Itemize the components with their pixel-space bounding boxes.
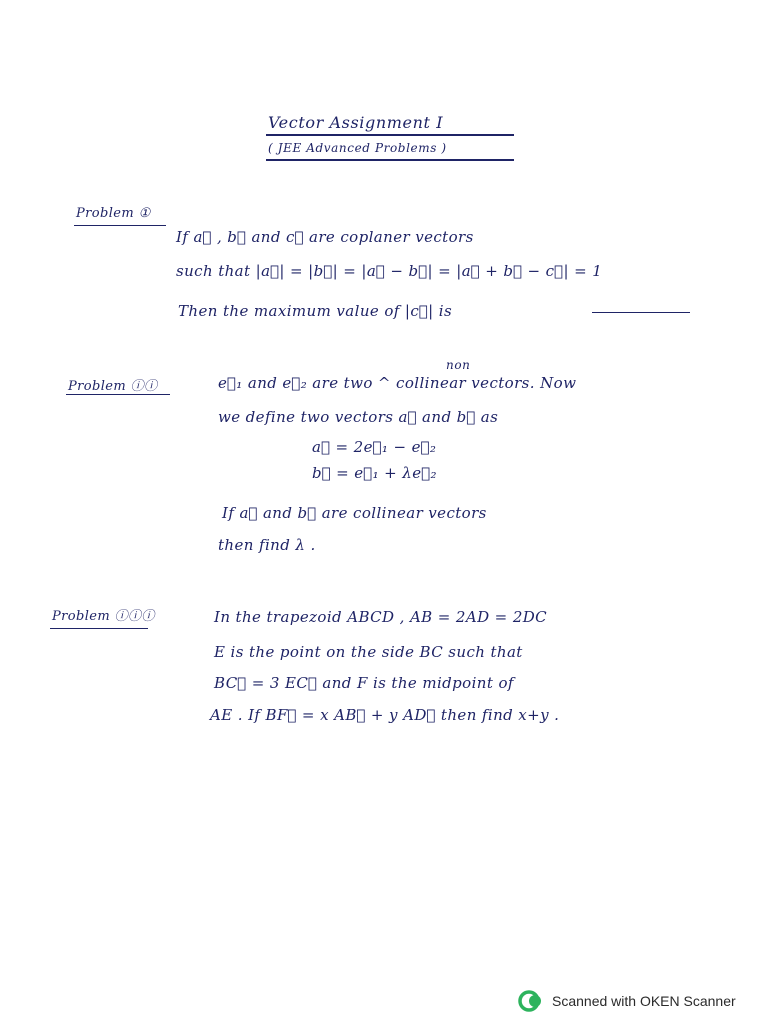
problem-2-line-3: a⃗ = 2e⃗₁ − e⃗₂	[312, 438, 437, 456]
scanner-watermark	[518, 990, 736, 1012]
problem-1-line-1: If a⃗ , b⃗ and c⃗ are coplaner vectors	[176, 228, 474, 246]
problem-2-label: Problem ⓘⓘ	[68, 379, 158, 394]
problem-3-underline	[50, 628, 148, 629]
problem-3-line-2: E is the point on the side BC such that	[214, 643, 523, 661]
answer-blank	[592, 312, 690, 313]
problem-1-line-2: such that |a⃗| = |b⃗| = |a⃗ − b⃗| = |a⃗ + b⃗ − c⃗| = 1	[176, 262, 603, 280]
scanner-logo-icon	[518, 990, 544, 1012]
problem-2-line-2: we define two vectors a⃗ and b⃗ as	[218, 408, 499, 426]
scanner-watermark-text: Scanned with OKEN Scanner	[552, 993, 736, 1009]
problem-2-line-1: e⃗₁ and e⃗₂ are two ^ collinear vectors. Now	[218, 374, 577, 392]
problem-1-underline	[74, 225, 166, 226]
subtitle-underline	[266, 159, 514, 161]
problem-2-note-non: non	[446, 358, 471, 372]
title-underline	[266, 134, 514, 136]
problem-2-line-4: b⃗ = e⃗₁ + λe⃗₂	[312, 464, 437, 482]
problem-2-line-6: then find λ .	[218, 536, 316, 554]
problem-2-line-5: If a⃗ and b⃗ are collinear vectors	[222, 504, 487, 522]
assignment-title: Vector Assignment I	[268, 113, 444, 132]
problem-3-label: Problem ⓘⓘⓘ	[52, 609, 155, 624]
problem-3-line-1: In the trapezoid ABCD , AB = 2AD = 2DC	[214, 608, 548, 626]
assignment-subtitle: ( JEE Advanced Problems )	[268, 141, 447, 155]
problem-2-underline	[66, 394, 170, 395]
problem-1-line-3: Then the maximum value of |c⃗| is	[178, 302, 453, 320]
problem-3-line-3: BC⃗ = 3 EC⃗ and F is the midpoint of	[214, 674, 514, 692]
problem-1-label: Problem ①	[76, 206, 151, 221]
problem-3-line-4: AE . If BF⃗ = x AB⃗ + y AD⃗ then find x+y .	[210, 706, 560, 724]
